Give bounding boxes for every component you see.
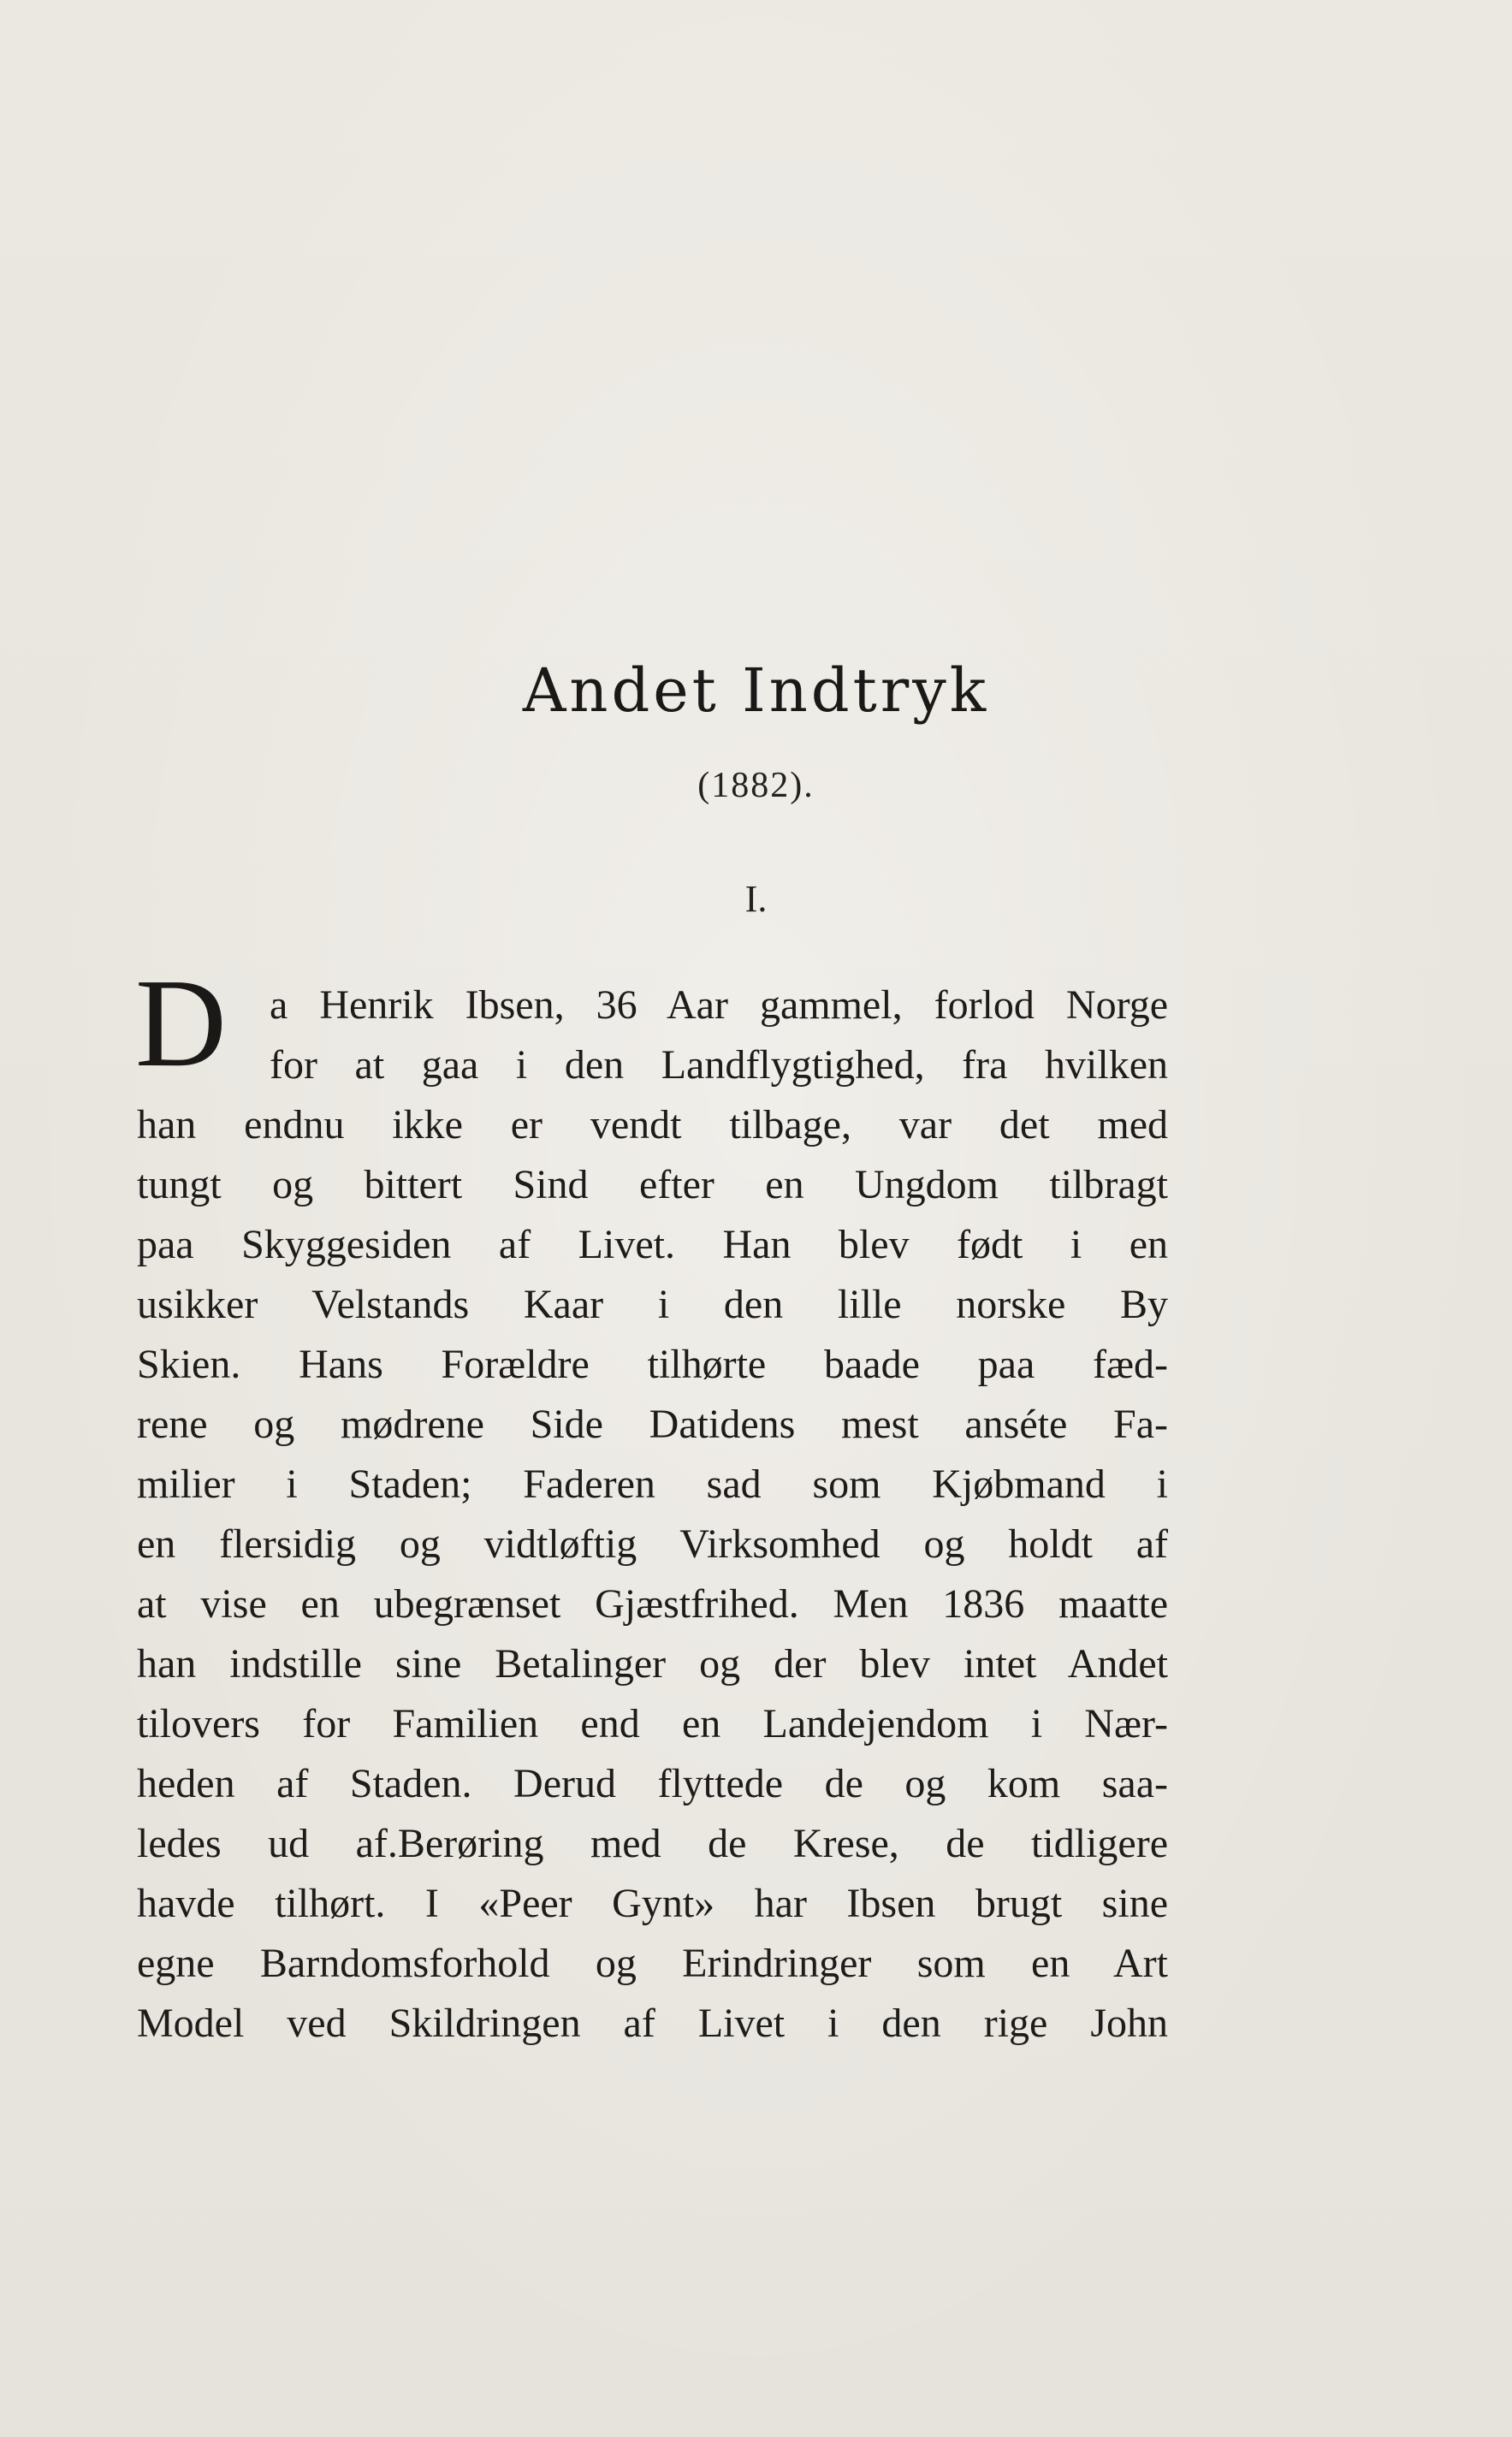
text-line: en flersidig og vidtløftig Virksomhed og holdt af — [137, 1521, 1168, 1567]
text-line: paa Skyggesiden af Livet. Han blev født i en — [137, 1222, 1168, 1267]
text-line: Model ved Skildringen af Livet i den rige John — [137, 2001, 1168, 2046]
text-line: Skien. Hans Forældre tilhørte baade paa fæd- — [137, 1342, 1168, 1387]
text-line: rene og mødrene Side Datidens mest anséte Fa- — [137, 1402, 1168, 1447]
text-line: a Henrik Ibsen, 36 Aar gammel, forlod Norge — [270, 982, 1168, 1028]
text-line: havde tilhørt. I «Peer Gynt» har Ibsen brugt sine — [137, 1881, 1168, 1926]
chapter-title: Andet Indtryk — [522, 655, 990, 726]
text-line: han endnu ikke er vendt tilbage, var det med — [137, 1102, 1168, 1147]
text-line: at vise en ubegrænset Gjæstfrihed. Men 1836 maatte — [137, 1581, 1168, 1627]
text-line: egne Barndomsforhold og Erindringer som en Art — [137, 1941, 1168, 1986]
text-line: heden af Staden. Derud flyttede de og kom saa- — [137, 1761, 1168, 1806]
text-line: ledes ud af.Berøring med de Krese, de tidligere — [137, 1821, 1168, 1866]
text-line: tilovers for Familien end en Landejendom i Nær- — [137, 1701, 1168, 1746]
chapter-year: (1882). — [697, 766, 815, 805]
text-line: milier i Staden; Faderen sad som Kjøbmand i — [137, 1462, 1168, 1507]
text-line: han indstille sine Betalinger og der blev intet Andet — [137, 1641, 1168, 1687]
text-line: usikker Velstands Kaar i den lille norske By — [137, 1282, 1168, 1327]
text-line: for at gaa i den Landflygtighed, fra hvilken — [270, 1042, 1168, 1088]
drop-cap: D — [135, 953, 227, 1094]
section-number: I. — [744, 878, 768, 920]
text-line: tungt og bittert Sind efter en Ungdom tilbragt — [137, 1162, 1168, 1207]
